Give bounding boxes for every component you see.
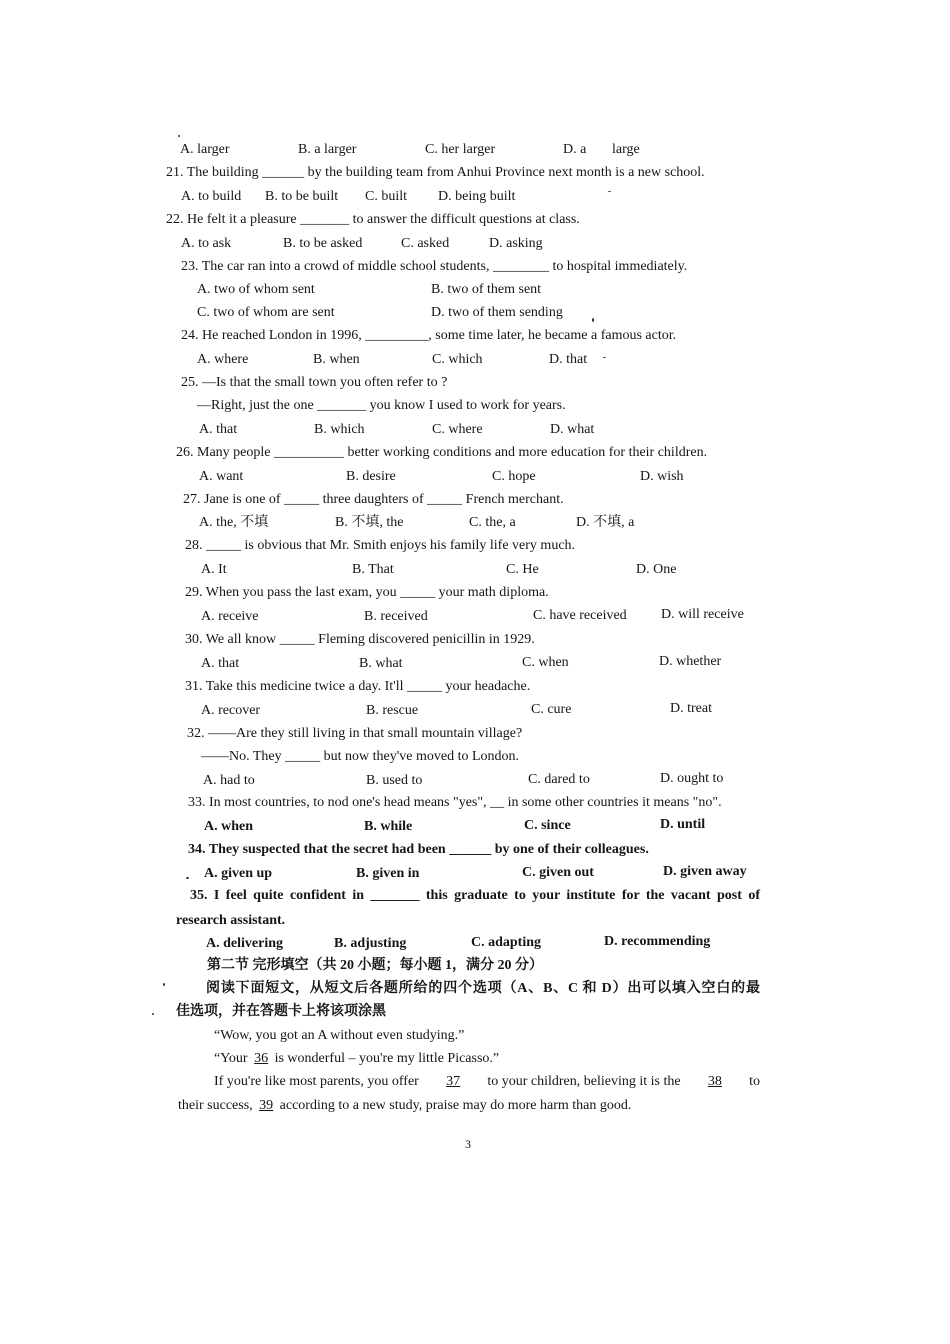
option-b: B. while xyxy=(364,819,413,834)
question-stem: 33. In most countries, to nod one's head means "yes", __ in some other countries it means "no". xyxy=(188,795,722,810)
option-c: C. cure xyxy=(531,702,572,717)
page-number: 3 xyxy=(465,1137,471,1151)
question-stem: 21. The building ______ by the building team from Anhui Province next month is a new school. xyxy=(166,165,705,180)
scan-speck xyxy=(152,1013,154,1015)
option-a: A. to ask xyxy=(181,236,232,251)
option-c: C. asked xyxy=(401,236,450,251)
passage-line: “Your 36 is wonderful – you're my little Picasso.” xyxy=(214,1051,500,1066)
option-b: B. to be built xyxy=(265,189,339,204)
option-a: A. when xyxy=(204,819,254,834)
option-prev-a: A. larger xyxy=(180,142,230,157)
option-a: A. that xyxy=(201,656,240,671)
option-b: B. two of them sent xyxy=(431,282,542,297)
passage-line: If you're like most parents, you offer 37 to your children, believing it is the 38 to xyxy=(214,1074,760,1089)
question-stem: 22. He felt it a pleasure _______ to answer the difficult questions at class. xyxy=(166,212,580,227)
question-stem: 24. He reached London in 1996, _________, some time later, he became a famous actor. xyxy=(181,328,677,343)
passage-line: “Wow, you got an A without even studying.” xyxy=(214,1028,465,1043)
option-c: C. built xyxy=(365,189,408,204)
scan-speck xyxy=(608,191,611,192)
question-stem-reply: —Right, just the one _______ you know I used to work for years. xyxy=(197,398,566,413)
option-d: D. wish xyxy=(640,469,684,484)
option-b: B. 不填, the xyxy=(335,515,404,530)
blank-37: 37 xyxy=(446,1074,461,1089)
option-c: C. when xyxy=(522,655,569,670)
option-c: C. He xyxy=(506,562,539,577)
option-d: D. being built xyxy=(438,189,516,204)
blank-39: 39 xyxy=(259,1098,274,1113)
option-b: B. used to xyxy=(366,773,423,788)
question-stem: 35. I feel quite confident in _______ this graduate to your institute for the vacant post of xyxy=(190,888,760,903)
option-a: A. the, 不填 xyxy=(199,515,269,530)
section-instruction: 阅读下面短文，从短文后各题所给的四个选项（A、B、C 和 D）出可以填入空白的最 xyxy=(206,981,760,996)
option-prev-c: C. her larger xyxy=(425,142,496,157)
blank-38: 38 xyxy=(707,1074,722,1089)
question-stem: 23. The car ran into a crowd of middle school students, ________ to hospital immediately. xyxy=(181,259,688,274)
question-stem-continued: research assistant. xyxy=(176,913,286,928)
scan-speck xyxy=(163,983,165,986)
option-b: B. what xyxy=(359,656,403,671)
option-a: A. two of whom sent xyxy=(197,282,315,297)
option-c: C. which xyxy=(432,352,483,367)
option-b: B. which xyxy=(314,422,365,437)
option-prev-d-text: large xyxy=(612,142,640,157)
option-d: D. what xyxy=(550,422,595,437)
option-a: A. to build xyxy=(181,189,242,204)
option-c: C. since xyxy=(524,818,571,833)
question-stem: 34. They suspected that the secret had been ______ by one of their colleagues. xyxy=(188,842,649,857)
option-c: C. two of whom are sent xyxy=(197,305,335,320)
option-d: D. ought to xyxy=(660,771,724,786)
option-c: C. dared to xyxy=(528,772,590,787)
option-d: D. two of them sending xyxy=(431,305,563,320)
option-prev-d: D. a xyxy=(563,142,587,157)
option-c: C. where xyxy=(432,422,483,437)
question-stem: 28. _____ is obvious that Mr. Smith enjoys his family life very much. xyxy=(185,538,576,553)
scan-speck xyxy=(186,877,189,879)
option-d: D. will receive xyxy=(661,607,744,622)
option-d: D. until xyxy=(660,817,706,832)
scan-speck xyxy=(603,357,606,358)
question-stem: 25. —Is that the small town you often refer to ? xyxy=(181,375,448,390)
question-stem: 29. When you pass the last exam, you _____ your math diploma. xyxy=(185,585,549,600)
question-stem: 31. Take this medicine twice a day. It'll _____ your headache. xyxy=(185,679,531,694)
option-c: C. adapting xyxy=(471,935,542,950)
passage-line: their success, 39 according to a new study, praise may do more harm than good. xyxy=(178,1098,632,1113)
option-a: A. recover xyxy=(201,703,261,718)
question-stem: 27. Jane is one of _____ three daughters of _____ French merchant. xyxy=(183,492,564,507)
option-c: C. the, a xyxy=(469,515,516,530)
option-d: D. recommending xyxy=(604,934,711,949)
section-heading: 第二节 完形填空（共 20 小题；每小题 1，满分 20 分） xyxy=(207,958,543,973)
option-d: D. One xyxy=(636,562,677,577)
option-prev-b: B. a larger xyxy=(298,142,357,157)
question-stem: 26. Many people __________ better working conditions and more education for their children. xyxy=(176,445,708,460)
option-d: D. asking xyxy=(489,236,543,251)
option-b: B. received xyxy=(364,609,428,624)
question-stem-reply: ——No. They _____ but now they've moved to London. xyxy=(201,749,520,764)
section-instruction-continued: 佳选项，并在答题卡上将该项涂黑 xyxy=(176,1004,386,1019)
option-b: B. given in xyxy=(356,866,420,881)
option-b: B. to be asked xyxy=(283,236,363,251)
option-a: A. It xyxy=(201,562,227,577)
option-a: A. where xyxy=(197,352,249,367)
option-c: C. hope xyxy=(492,469,536,484)
question-stem: 32. ——Are they still living in that small mountain village? xyxy=(187,726,523,741)
option-b: B. That xyxy=(352,562,394,577)
option-a: A. receive xyxy=(201,609,259,624)
option-c: C. given out xyxy=(522,865,594,880)
option-a: A. had to xyxy=(203,773,255,788)
option-d: D. that xyxy=(549,352,588,367)
option-a: A. want xyxy=(199,469,244,484)
option-a: A. that xyxy=(199,422,238,437)
option-c: C. have received xyxy=(533,608,627,623)
option-a: A. delivering xyxy=(206,936,283,951)
option-d: D. 不填, a xyxy=(576,515,635,530)
option-d: D. whether xyxy=(659,654,722,669)
scan-speck xyxy=(592,318,594,322)
option-b: B. adjusting xyxy=(334,936,407,951)
option-b: B. rescue xyxy=(366,703,419,718)
blank-36: 36 xyxy=(254,1051,269,1066)
option-a: A. given up xyxy=(204,866,273,881)
option-b: B. desire xyxy=(346,469,396,484)
option-b: B. when xyxy=(313,352,360,367)
question-stem: 30. We all know _____ Fleming discovered penicillin in 1929. xyxy=(185,632,535,647)
option-d: D. treat xyxy=(670,701,712,716)
option-d: D. given away xyxy=(663,864,747,879)
scan-speck xyxy=(178,135,180,137)
